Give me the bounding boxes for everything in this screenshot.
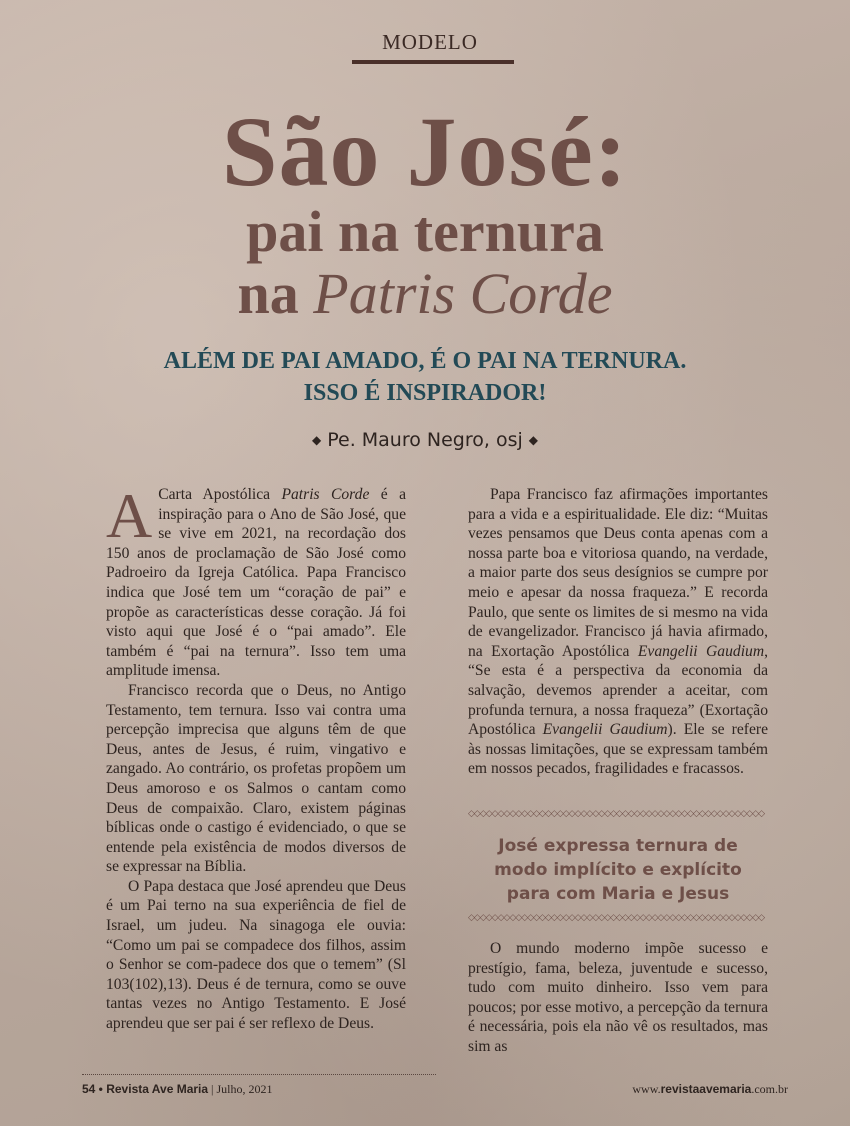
paragraph xyxy=(468,485,768,779)
paragraph-text: , “Se esta é a perspectiva da economia da salvação, devemos aprender a aceitar, com profunda ternura, a nossa fraqueza” (Exortação Apostólica xyxy=(468,642,768,739)
url-domain: revistaavemaria xyxy=(660,1082,752,1096)
ornament-divider: ◇◇◇◇◇◇◇◇◇◇◇◇◇◇◇◇◇◇◇◇◇◇◇◇◇◇◇◇◇◇◇◇◇◇◇◇◇◇◇◇◇◇◇◇◇◇◇◇◇◇ xyxy=(468,914,765,922)
paragraph-text: é a inspiração para o Ano de São José, que se vive em 2021, na recordação dos 150 anos de proclamação de São José como Padroeiro da Igreja Católica. Papa Francisco indica que José tem um “coração de pai” e propõe as características desse coração. Já foi visto aqui que José é o “pai amado”. Ele também é “pai na ternura”. Isso tem uma amplitude imensa. xyxy=(106,486,407,680)
author-name: Pe. Mauro Negro, osj xyxy=(327,429,523,451)
drop-cap: A xyxy=(106,480,153,551)
section-rule xyxy=(352,60,514,64)
lead-text xyxy=(0,345,850,409)
paragraph: O Papa destaca que José aprendeu que Deus é um Pai terno na sua experiência de fiel de Israel, um judeu. Na sinagoga ele ouvia: “Como um pai se compadece dos filhos, assim o Senhor se com-padece dos que o temem” (Sl 103(102),13). Deus é de ternura, como se ouve tantas vezes no Antigo Testamento. E José aprendeu que ser pai é ser reflexo de Deus. xyxy=(106,877,406,1033)
subtitle-italic: Patris Corde xyxy=(313,261,613,326)
article-subtitle-line1: pai na ternura xyxy=(246,199,604,264)
right-column xyxy=(468,485,768,779)
left-column xyxy=(106,480,407,1034)
page-number-and-magazine: 54 • Revista Ave Maria xyxy=(82,1082,209,1096)
paragraph-text: ). Ele se refere às nossas limitações, que se expressam também em nossos pecados, fragilidades e fracassos. xyxy=(468,721,768,778)
paragraph-italic: Patris Corde xyxy=(281,486,370,503)
url-prefix: www. xyxy=(632,1082,661,1096)
article-title: São José: xyxy=(221,96,629,207)
url-suffix: .com.br xyxy=(751,1082,788,1096)
subtitle-prefix: na xyxy=(237,261,299,326)
paragraph-italic: Evangelii Gaudium xyxy=(542,721,668,739)
paragraph-text: Papa Francisco faz afirmações importantes para a vida e a espiritualidade. Ele diz: “Muitas vezes pensamos que Deus conta apenas com a nossa parte boa e vitoriosa quando, na verdade, a maior parte dos seus desígnios se cumpre por meio e apesar da nossa fraqueza.” E recorda Paulo, que sente os limites de si mesmo na vida de evangelizador. Francisco já havia afirmado, na Exortação Apostólica xyxy=(468,486,768,660)
pull-quote xyxy=(468,834,768,906)
paragraph-italic: Evangelii Gaudium xyxy=(637,642,765,660)
footer-rule xyxy=(82,1074,436,1075)
footer-page-info xyxy=(82,1082,272,1097)
issue-date: Julho, 2021 xyxy=(216,1082,273,1096)
ornament-divider: ◇◇◇◇◇◇◇◇◇◇◇◇◇◇◇◇◇◇◇◇◇◇◇◇◇◇◇◇◇◇◇◇◇◇◇◇◇◇◇◇◇◇◇◇◇◇◇◇◇◇ xyxy=(468,810,765,818)
lead-line1: ALÉM DE PAI AMADO, É O PAI NA TERNURA. xyxy=(163,348,687,374)
right-column-continued xyxy=(468,939,768,1057)
paragraph: Francisco recorda que o Deus, no Antigo Testamento, tem ternura. Isso vai contra uma percepção imprecisa que alguns têm de que Deus, antes de Jesus, é ruim, vingativo e zangado. Ao contrário, os profetas propõem um Deus amoroso e os Salmos o cantam como Deus de compaixão. Claro, existem páginas bíblicas onde o castigo é evidenciado, o que se entende pela existência de modos diversos de se expressar na Bíblia. xyxy=(106,681,406,876)
pull-quote-line: José expressa ternura de xyxy=(498,836,738,856)
pull-quote-line: para com Maria e Jesus xyxy=(506,884,730,904)
section-tag: MODELO xyxy=(382,30,478,54)
paragraph-text: Carta Apostólica xyxy=(158,486,282,503)
paragraph xyxy=(106,480,407,681)
article-subtitle-line2 xyxy=(0,261,850,326)
paragraph: O mundo moderno impõe sucesso e prestígio, fama, beleza, juventude e sucesso, tudo com muito dinheiro. Isso vem para poucos; por esse motivo, a percepção da ternura é necessária, pois ela não vê os resultados, mas sim as xyxy=(468,940,768,1055)
diamond-icon: ◆ xyxy=(311,433,322,447)
pull-quote-line: modo implícito e explícito xyxy=(494,860,742,880)
lead-line2: ISSO É INSPIRADOR! xyxy=(303,380,547,406)
diamond-icon: ◆ xyxy=(528,433,539,447)
footer-website[interactable] xyxy=(632,1082,788,1097)
footer-separator: | xyxy=(208,1082,217,1096)
byline xyxy=(0,429,850,451)
